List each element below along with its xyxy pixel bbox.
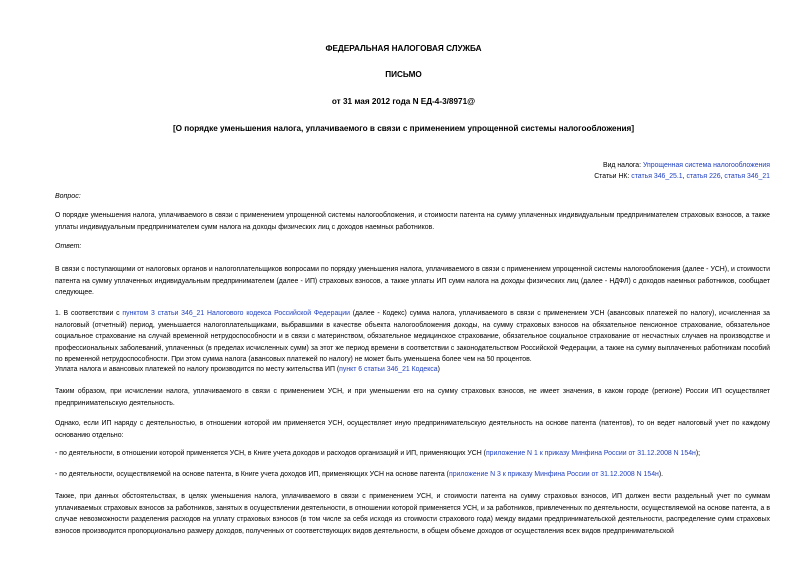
b2-end: ). xyxy=(658,471,664,478)
b1-start: - по деятельности, в отношении которой применяется УСН, в Книге учета доходов и расходов организаций и ИП, применяющих УСН ( xyxy=(55,450,486,457)
document-type: ПИСЬМО xyxy=(385,70,422,79)
answer-paragraph-2 xyxy=(55,364,770,376)
p1-link[interactable]: пунктом 3 статьи 346_21 Налогового кодекса Российской Федерации xyxy=(122,310,350,317)
question-body: О порядке уменьшения налога, уплачиваемого в связи с применением упрощенной системы налогообложения, и стоимости патента на сумму уплаченных индивидуальным предпринимателем страховых взносов, а также уплаты индивидуальным предпринимателем сумм налога на доходы физических лиц с доходов наемных работников. xyxy=(55,212,770,231)
p2-link[interactable]: пункт 6 статьи 346_21 Кодекса xyxy=(339,366,438,373)
question-text xyxy=(55,210,770,233)
p1-rest: (далее - Кодекс) сумма налога, уплачиваемого в связи с применением УСН (авансовых платежей по налогу), исчисленная за налоговый (отчетный) период, уменьшается налогоплательщиками, выбравшими в качестве объекта налогообложения доходы, на сумму страховых взносов на обязательное пенсионное страхование, обязательное социальное страхование на случай временной нетрудоспособности и в связи с материнством, обязательное медицинское страхование, обязательное социальное страхование от несчастных случаев на производстве и профессиональных заболеваний, уплаченных (в пределах исчисленных сумм) за этот же период времени в соответствии с законодательством Российской Федерации, а также на сумму выплаченных работникам пособий по временной нетрудоспособности. При этом сумма налога (авансовых платежей по налогу) не может быть уменьшена более чем на 50 процентов. xyxy=(55,310,770,364)
answer-paragraph-4: Однако, если ИП наряду с деятельностью, в отношении которой им применяется УСН, осуществляет иную предпринимательскую деятельность на основе патента (патентов), то он ведет налоговый учет по каждому основанию отдельно: xyxy=(55,420,770,439)
bullet-2 xyxy=(55,469,770,481)
answer-intro: В связи с поступающими от налоговых органов и налогоплательщиков вопросами по порядку уменьшения налога, уплачиваемого в связи с применением упрощенной системы налогообложения (далее - УСН), и стоимости патента на сумму уплаченных индивидуальным предпринимателем (далее - ИП) страховых взносов, а также уплаты ИП сумм налога на доходы физических лиц (далее - НДФЛ) с доходов наемных работников, сообщает следующее. xyxy=(55,266,770,297)
agency-heading: ФЕДЕРАЛЬНАЯ НАЛОГОВАЯ СЛУЖБА xyxy=(325,44,482,53)
b2-start: - по деятельности, осуществляемой на основе патента, в Книге учета доходов ИП, применяющих УСН на основе патента ( xyxy=(55,471,449,478)
p2-start: Уплата налога и авансовых платежей по налогу производится по месту жительства ИП ( xyxy=(55,366,340,373)
tax-type-link[interactable]: Упрощенная система налогообложения xyxy=(642,162,770,169)
b1-link[interactable]: приложение N 1 к приказу Минфина России от 31.12.2008 N 154н xyxy=(485,450,696,457)
document-title: [О порядке уменьшения налога, уплачиваемого в связи с применением упрощенной системы налогообложения] xyxy=(172,124,635,133)
answer-label: Ответ: xyxy=(55,243,82,250)
question-label: Вопрос: xyxy=(55,193,81,200)
b2-link[interactable]: приложение N 3 к приказу Минфина России от 31.12.2008 N 154н xyxy=(448,471,659,478)
date-number: от 31 мая 2012 года N ЕД-4-3/8971@ xyxy=(331,97,476,106)
bullet-1 xyxy=(55,448,770,460)
tax-articles-label: Статьи НК: xyxy=(594,173,630,180)
p1-start: 1. В соответствии с xyxy=(55,310,123,317)
tax-articles-line: Статьи НК: статья 346_25.1, статья 226, статья 346_21 xyxy=(594,173,770,180)
p2-end: ) xyxy=(437,366,440,373)
tax-type-label: Вид налога: xyxy=(602,162,642,169)
answer-paragraph-5: Также, при данных обстоятельствах, в целях уменьшения налога, уплачиваемого в связи с применением УСН, и стоимости патента на сумму страховых взносов, ИП должен вести раздельный учет по суммам уплачиваемых страховых взносов за работников, занятых в осуществлении деятельности, в отношении которой применяется УСН, и за работников, привлеченных по деятельности, осуществляемой на основе патента, а в случае невозможности разделения расходов на уплату страховых взносов (в том числе за себя исходя из стоимости страхового года) между видами предпринимательской деятельности, распределение сумм страховых взносов производится пропорционально размеру доходов, полученных от соответствующих видов деятельности, в общем объеме доходов от осуществления всех видов предпринимательской xyxy=(55,493,770,535)
article-link-3[interactable]: статья 346_21 xyxy=(724,173,770,180)
answer-paragraph-1 xyxy=(55,308,770,366)
b1-end: ); xyxy=(695,450,701,457)
answer-paragraph-3: Таким образом, при исчислении налога, уплачиваемого в связи с применением УСН, и при уменьшении его на сумму страховых взносов, не имеет значения, в каком городе (регионе) России ИП осуществляет предпринимательскую деятельность. xyxy=(55,388,770,407)
tax-type-line xyxy=(603,160,770,171)
article-link-1[interactable]: статья 346_25.1 xyxy=(631,173,683,180)
article-link-2[interactable]: статья 226 xyxy=(686,173,721,180)
